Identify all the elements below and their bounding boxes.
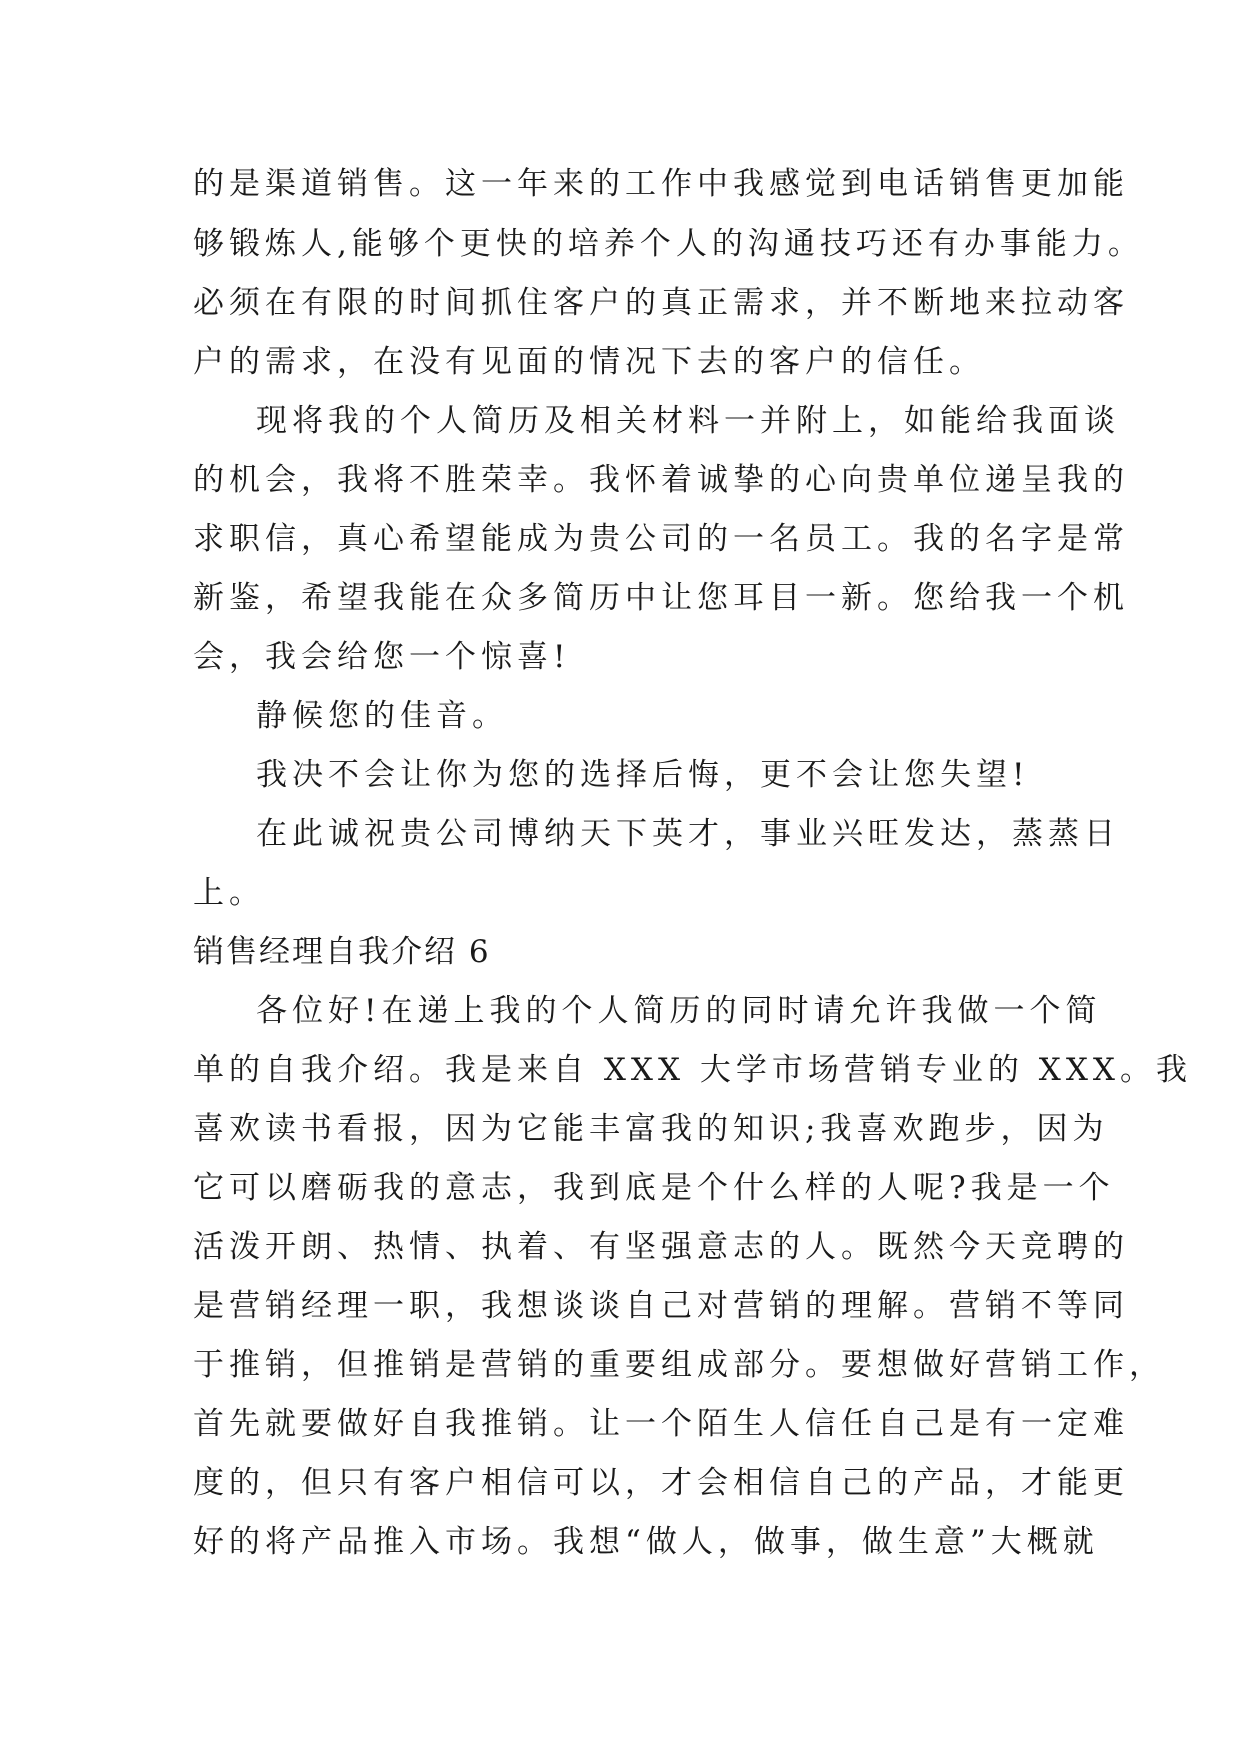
body-text-line: 在此诚祝贵公司博纳天下英才，事业兴旺发达，蒸蒸日 bbox=[256, 816, 1120, 852]
body-text-line: 各位好!在递上我的个人简历的同时请允许我做一个简 bbox=[256, 993, 1102, 1029]
body-text-line: 新鉴，希望我能在众多简历中让您耳目一新。您给我一个机 bbox=[193, 580, 1129, 616]
body-text-line: 于推销，但推销是营销的重要组成部分。要想做好营销工作， bbox=[193, 1347, 1165, 1383]
body-text-line: 的是渠道销售。这一年来的工作中我感觉到电话销售更加能 bbox=[193, 166, 1129, 202]
body-text-line: 会，我会给您一个惊喜! bbox=[193, 639, 571, 675]
body-text-line: 户的需求，在没有见面的情况下去的客户的信任。 bbox=[193, 344, 985, 380]
body-text-line: 单的自我介绍。我是来自 XXX 大学市场营销专业的 XXX。我 bbox=[193, 1052, 1192, 1088]
body-text-line: 够锻炼人,能够个更快的培养个人的沟通技巧还有办事能力。 bbox=[193, 226, 1144, 262]
body-text-line: 的机会，我将不胜荣幸。我怀着诚挚的心向贵单位递呈我的 bbox=[193, 462, 1129, 498]
body-text-line: 求职信，真心希望能成为贵公司的一名员工。我的名字是常 bbox=[193, 521, 1129, 557]
body-text-line: 度的，但只有客户相信可以，才会相信自己的产品，才能更 bbox=[193, 1465, 1129, 1501]
section-heading: 销售经理自我介绍 6 bbox=[193, 934, 491, 970]
body-text-line: 必须在有限的时间抓住客户的真正需求，并不断地来拉动客 bbox=[193, 285, 1129, 321]
body-text-line: 好的将产品推入市场。我想“做人，做事，做生意”大概就 bbox=[193, 1524, 1099, 1560]
body-text-line: 静候您的佳音。 bbox=[256, 698, 508, 734]
body-text-line: 上。 bbox=[193, 875, 265, 911]
body-text-line: 它可以磨砺我的意志，我到底是个什么样的人呢?我是一个 bbox=[193, 1170, 1115, 1206]
body-text-line: 现将我的个人简历及相关材料一并附上，如能给我面谈 bbox=[256, 403, 1120, 439]
body-text-line: 首先就要做好自我推销。让一个陌生人信任自己是有一定难 bbox=[193, 1406, 1129, 1442]
body-text-line: 是营销经理一职，我想谈谈自己对营销的理解。营销不等同 bbox=[193, 1288, 1129, 1324]
body-text-line: 喜欢读书看报，因为它能丰富我的知识;我喜欢跑步，因为 bbox=[193, 1111, 1109, 1147]
body-text-line: 活泼开朗、热情、执着、有坚强意志的人。既然今天竞聘的 bbox=[193, 1229, 1129, 1265]
body-text-line: 我决不会让你为您的选择后悔，更不会让您失望! bbox=[256, 757, 1030, 793]
